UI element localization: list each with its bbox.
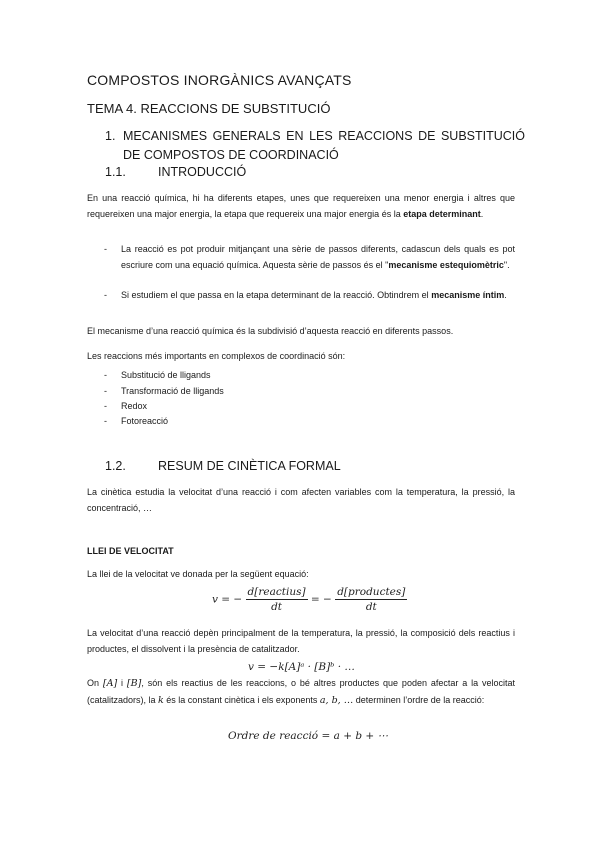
velocity-equation	[212, 586, 407, 613]
reaction-order-equation: Ordre de reacció = a + b + ⋯	[228, 730, 389, 742]
reaccions-paragraph: Les reaccions més importants en complexos de coordinació són:	[87, 351, 346, 361]
tema-title: TEMA 4. REACCIONS DE SUBSTITUCIÓ	[87, 101, 331, 116]
section-1-1-number: 1.1.	[105, 165, 126, 179]
reaccions-list-label: Fotoreacció	[121, 416, 169, 426]
rate-law-equation: v = −k[A]ᵃ · [B]ᵇ · …	[248, 661, 355, 673]
bullet-dash: -	[104, 244, 107, 254]
section-1-2-heading	[105, 459, 341, 473]
bullet-text: Si estudiem el que passa en la etapa determinant de la reacció. Obtindrem el	[121, 290, 432, 300]
intro-text: En una reacció química, hi ha diferents etapes, unes que requereixen una menor energia i altres que requereixen una major energia, la etapa que requereix una major energia és la	[87, 193, 515, 219]
eq1-fraction-reactius: $\frac{\text{d[reactius]}}{dt}$	[247, 586, 306, 613]
bullet-end: ".	[503, 260, 510, 270]
bullet-content	[121, 241, 515, 273]
bullet-content	[121, 287, 515, 303]
reaccions-list-label: Redox	[121, 401, 148, 411]
section-1-1-heading	[105, 165, 247, 179]
llei-velocitat-title: LLEI DE VELOCITAT	[87, 546, 174, 556]
bullet-item	[104, 241, 515, 273]
bullet-item	[104, 287, 515, 303]
reaccions-list-item: - Transformació de lligands	[104, 386, 224, 396]
bullet-end: .	[504, 290, 507, 300]
mecanisme-paragraph: El mecanisme d’una reacció química és la subdivisió d’aquesta reacció en diferents passos.	[87, 326, 454, 336]
reaccions-list-item: - Fotoreacció	[104, 416, 169, 426]
bullet-dash: -	[104, 290, 107, 300]
velocitat-paragraph: La velocitat d’una reacció depèn principalment de la temperatura, la pressió, la composició dels reactius i productes, el dissolvent i la presència de catalitzador.	[87, 628, 515, 654]
reaccions-list-label: Substitució de lligands	[121, 370, 211, 380]
reaccions-list-label: Transformació de lligands	[121, 386, 224, 396]
section-1-title: MECANISMES GENERALS EN LES REACCIONS DE SUBSTITUCIÓ DE COMPOSTOS DE COORDINACIÓ	[123, 129, 525, 162]
eq1-mid: = −	[310, 593, 332, 606]
reaccions-list-item: - Redox	[104, 401, 148, 411]
bullet-bold: mecanisme estequiomètric	[388, 260, 504, 270]
course-title: COMPOSTOS INORGÀNICS AVANÇATS	[87, 72, 352, 88]
llei-paragraph: La llei de la velocitat ve donada per la següent equació:	[87, 569, 309, 579]
eq1-fraction-productes: $\frac{\text{d[productes]}}{dt}$	[337, 586, 406, 613]
bullet-bold: mecanisme íntim	[431, 290, 505, 300]
intro-end: .	[480, 209, 484, 219]
section-1-heading	[105, 127, 525, 165]
intro-paragraph	[87, 190, 515, 222]
eq1-lhs: v = −	[212, 593, 243, 606]
section-1-1-title: INTRODUCCIÓ	[158, 165, 247, 179]
on-paragraph: On [A] i [B], són els reactius de les reaccions, o bé altres productes que poden afectar a la velocitat (catalitzadors), la k és la constant cinètica i els exponents a, b, … determinen l’ordre de la reacció:	[87, 678, 515, 706]
cinetica-paragraph: La cinètica estudia la velocitat d’una reacció i com afecten variables com la temperatura, la pressió, la concentració, …	[87, 487, 515, 513]
bullet-text: La reacció es pot produir mitjançant una sèrie de passos diferents, cadascun dels quals es pot escriure com una equació química. Aquesta sèrie de passos és el "	[121, 244, 515, 270]
reaccions-list-item: - Substitució de lligands	[104, 370, 211, 380]
section-1-2-title: RESUM DE CINÈTICA FORMAL	[158, 459, 341, 473]
intro-bold: etapa determinant	[403, 209, 481, 219]
section-1-2-number: 1.2.	[105, 459, 126, 473]
section-1-number: 1.	[105, 129, 116, 143]
